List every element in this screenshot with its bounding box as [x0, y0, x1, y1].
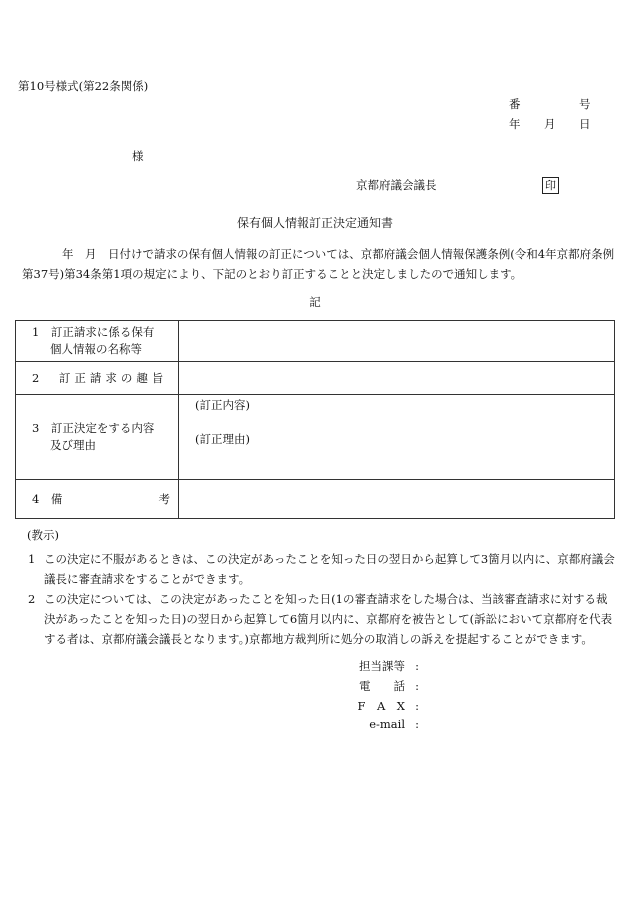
contact-dept-label: 担当課等 [359, 659, 405, 673]
row2-value [179, 362, 615, 395]
colon: : [415, 699, 419, 713]
date-year: 年 [509, 117, 521, 131]
note-item [28, 589, 618, 649]
note-item [28, 549, 618, 589]
row2-label [16, 362, 179, 395]
row3-note-content: (訂正内容) [195, 398, 250, 412]
table-row [16, 395, 615, 480]
row4-label [16, 480, 179, 519]
row3-label-line2: 及び理由 [50, 438, 96, 452]
sender-name: 京都府議会議長 [356, 178, 437, 192]
document-title: 保有個人情報訂正決定通知書 [236, 216, 393, 230]
row1-value [179, 321, 615, 362]
row4-value [179, 480, 615, 519]
row3-note-reason: (訂正理由) [195, 432, 250, 446]
addressee: 様 [132, 149, 144, 163]
row4-label-num: 4 備 [32, 491, 63, 506]
table-row [16, 321, 615, 362]
record-mark: 記 [309, 295, 321, 309]
date-month: 月 [544, 117, 556, 131]
body-paragraph: 年 月 日付けで請求の保有個人情報の訂正については、京都府議会個人情報保護条例(令和4年京都府条例第37号)第34条第1項の規定により、下記のとおり訂正することと決定しましたので通知します。 [22, 247, 615, 281]
note-text: この決定に不服があるときは、この決定があったことを知った日の翌日から起算して3箇月以内に、京都府議会議長に審査請求をすることができます。 [44, 552, 615, 586]
row1-label [16, 321, 179, 362]
date-day: 日 [579, 117, 591, 131]
row3-value [179, 395, 615, 480]
note-number: 1 [28, 552, 36, 566]
contact-phone-label: 電 話 [359, 679, 405, 693]
row2-label-text: 2 訂正請求の趣旨 [32, 370, 168, 385]
row3-label-line1: 3 訂正決定をする内容 [32, 421, 155, 435]
number-suffix: 号 [579, 97, 591, 111]
row4-label-end: 考 [158, 491, 170, 506]
contact-fax-label: F A X [357, 699, 405, 713]
number-label: 番 [509, 97, 521, 111]
contact-email-label: e-mail [369, 717, 405, 731]
form-label: 第10号様式(第22条関係) [18, 79, 149, 93]
note-text: この決定については、この決定があったことを知った日(1の審査請求をした場合は、当該審査請求に対する裁決があったことを知った日)の翌日から起算して6箇月以内に、京都府を被告として(訴訟において京都府を代表する者は、京都府議会議長となります。)京都地方裁判所に処分の取消しの訴えを提起することができます。 [44, 592, 613, 646]
colon: : [415, 717, 419, 731]
table-row [16, 362, 615, 395]
colon: : [415, 679, 419, 693]
seal-stamp: 印 [542, 177, 559, 194]
notes-title: (教示) [27, 528, 59, 542]
decision-table [15, 320, 615, 519]
colon: : [415, 659, 419, 673]
row3-label [16, 395, 179, 480]
note-number: 2 [28, 592, 36, 606]
row1-label-line2: 個人情報の名称等 [50, 342, 142, 356]
table-row [16, 480, 615, 519]
row1-label-line1: 1 訂正請求に係る保有 [32, 325, 155, 339]
